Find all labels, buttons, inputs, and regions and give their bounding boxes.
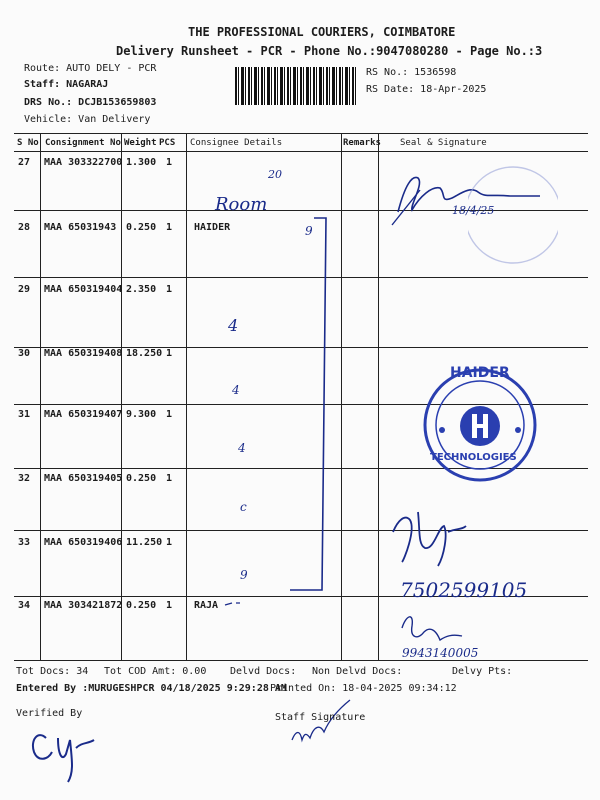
handwritten-mark: 4	[238, 441, 246, 455]
row-pcs: 1	[166, 348, 173, 359]
row-consignment: MAA 303421872	[44, 600, 123, 611]
header-seal: Seal & Signature	[400, 138, 487, 148]
faint-stamp	[468, 160, 558, 270]
header-sno: S No	[17, 138, 39, 148]
handwritten-mark: c	[240, 500, 247, 514]
row-consignment: MAA 650319407	[44, 409, 123, 420]
handwritten-room-number: 20	[268, 168, 282, 181]
company-stamp	[420, 340, 540, 510]
row-pcs: 1	[166, 284, 173, 295]
row-consignment: MAA 650319408	[44, 348, 123, 359]
entered-by: Entered By :MURUGESHPCR 04/18/2025 9:29:28 AM	[16, 683, 287, 694]
row-sno: 30	[18, 348, 31, 359]
row-sno: 32	[18, 473, 31, 484]
rs-date: RS Date: 18-Apr-2025	[366, 84, 487, 95]
row-consignment: MAA 650319405	[44, 473, 123, 484]
staff-signature-label: Staff Signature	[275, 712, 366, 723]
handwritten-mark: 4	[232, 383, 240, 397]
row-pcs: 1	[166, 157, 173, 168]
row-consignment: MAA 65031943	[44, 222, 117, 233]
header-pcs: PCS	[159, 138, 176, 148]
header-remarks: Remarks	[343, 138, 381, 148]
row-sno: 28	[18, 222, 31, 233]
header-weight: Weight	[124, 138, 157, 148]
handwritten-phone-2: 9943140005	[402, 646, 479, 660]
row-sno: 33	[18, 537, 31, 548]
total-docs: Tot Docs: 34	[16, 666, 89, 677]
stamp-bottom-text: TECHNOLOGIES	[430, 452, 517, 463]
row-consignment: MAA 650319406	[44, 537, 123, 548]
row-weight: 2.350	[126, 284, 157, 295]
row-pcs: 1	[166, 222, 173, 233]
staff-label: Staff: NAGARAJ	[24, 79, 109, 90]
route-label: Route: AUTO DELY - PCR	[24, 63, 157, 74]
row-consignment: MAA 650319404	[44, 284, 123, 295]
handwritten-mark: 9	[240, 568, 248, 582]
header-consignment: Consignment No	[45, 138, 121, 148]
row-sno: 29	[18, 284, 31, 295]
runsheet-title: Delivery Runsheet - PCR - Phone No.:9047080280 - Page No.:3	[116, 44, 543, 58]
handwritten-mark: 4	[228, 316, 239, 335]
row-weight: 18.250	[126, 348, 163, 359]
row-pcs: 1	[166, 409, 173, 420]
handwritten-phone-1: 7502599105	[400, 578, 528, 602]
company-title: THE PROFESSIONAL COURIERS, COIMBATORE	[188, 25, 456, 39]
row-pcs: 1	[166, 600, 173, 611]
delivered-docs: Delvd Docs:	[230, 666, 297, 677]
handwritten-mark: 9	[305, 224, 313, 238]
row-consignment: MAA 303322700	[44, 157, 123, 168]
total-cod: Tot COD Amt: 0.00	[104, 666, 207, 677]
row-sno: 27	[18, 157, 31, 168]
row-pcs: 1	[166, 537, 173, 548]
row-pcs: 1	[166, 473, 173, 484]
stamp-top-text: HAIDER	[450, 365, 510, 381]
handwritten-room: Room	[215, 194, 268, 215]
row-weight: 9.300	[126, 409, 157, 420]
verified-by-label: Verified By	[16, 708, 83, 719]
row-sno: 34	[18, 600, 31, 611]
header-consignee: Consignee Details	[190, 138, 283, 148]
non-delivered-docs: Non Delvd Docs:	[312, 666, 403, 677]
row-weight: 0.250	[126, 222, 157, 233]
handwritten-date: 18/4/25	[452, 204, 495, 217]
row-weight: 0.250	[126, 473, 157, 484]
row-consignee: RAJA	[194, 600, 219, 611]
printed-on: Printed On: 18-04-2025 09:34:12	[270, 683, 457, 694]
rs-number: RS No.: 1536598	[366, 67, 457, 78]
delivery-points: Delvy Pts:	[452, 666, 513, 677]
drs-label: DRS No.: DCJB153659803	[24, 97, 157, 108]
row-consignee: HAIDER	[194, 222, 231, 233]
vehicle-label: Vehicle: Van Delivery	[24, 114, 151, 125]
row-weight: 11.250	[126, 537, 163, 548]
row-weight: 1.300	[126, 157, 157, 168]
row-sno: 31	[18, 409, 31, 420]
row-weight: 0.250	[126, 600, 157, 611]
